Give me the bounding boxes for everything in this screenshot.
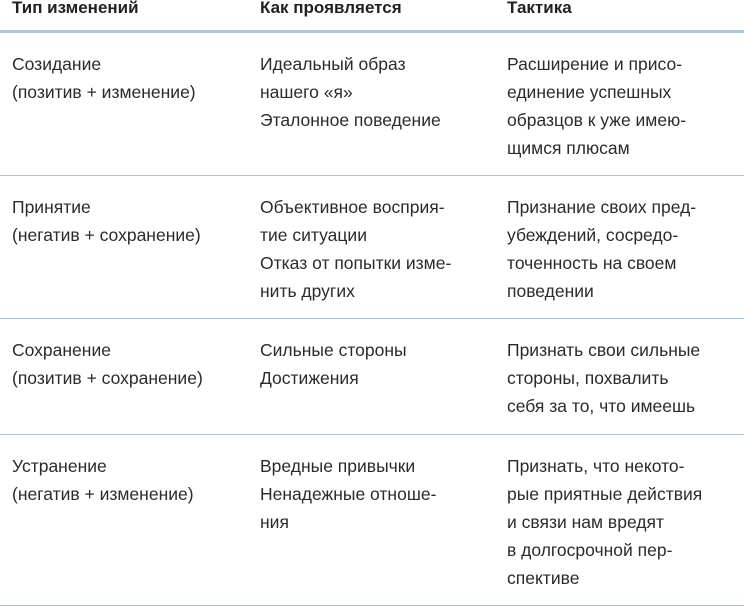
cell-manifest xyxy=(260,452,436,536)
cell-line: рые приятные действия xyxy=(507,484,703,504)
cell-type xyxy=(12,336,203,392)
cell-line: Идеальный образ xyxy=(260,54,406,74)
cell-line: Признание своих пред- xyxy=(507,197,697,217)
cell-line: образцов к уже имею- xyxy=(507,110,687,130)
cell-line: (негатив + сохранение) xyxy=(12,225,201,245)
cell-line: щимся плюсам xyxy=(507,138,630,158)
cell-line: Принятие xyxy=(12,197,91,217)
cell-line: тие ситуации xyxy=(260,225,367,245)
cell-line: (негатив + изменение) xyxy=(12,484,194,504)
cell-line: Ненадежные отноше- xyxy=(260,484,437,504)
cell-line: ния xyxy=(260,512,289,532)
table-row xyxy=(0,319,744,435)
cell-line: себя за то, что имеешь xyxy=(507,396,696,416)
cell-line: (позитив + сохранение) xyxy=(12,368,203,388)
cell-line: нить других xyxy=(260,281,355,301)
table-row xyxy=(0,33,744,176)
cell-line: убеждений, сосредо- xyxy=(507,225,679,245)
table-row xyxy=(0,176,744,319)
cell-line: Отказ от попытки изме- xyxy=(260,253,452,273)
header-how-it-manifests: Как проявляется xyxy=(260,0,402,17)
cell-line: в долгосрочной пер- xyxy=(507,540,673,560)
cell-manifest xyxy=(260,336,407,392)
cell-line: (позитив + изменение) xyxy=(12,82,196,102)
cell-line: Расширение и присо- xyxy=(507,54,683,74)
cell-line: Объективное восприя- xyxy=(260,197,445,217)
cell-line: Достижения xyxy=(260,368,359,388)
cell-line: Вредные привычки xyxy=(260,456,416,476)
cell-tactic xyxy=(507,193,696,305)
cell-line: Признать свои сильные xyxy=(507,340,701,360)
cell-manifest xyxy=(260,50,441,134)
cell-line: Эталонное поведение xyxy=(260,110,441,130)
table-header xyxy=(0,0,744,33)
cell-line: Сохранение xyxy=(12,340,111,360)
cell-line: единение успешных xyxy=(507,82,672,102)
cell-line: поведении xyxy=(507,281,594,301)
cell-tactic xyxy=(507,50,686,162)
cell-line: Устранение xyxy=(12,456,107,476)
cell-type xyxy=(12,193,201,249)
header-tactic: Тактика xyxy=(507,0,572,17)
cell-line: и связи нам вредят xyxy=(507,512,664,532)
cell-type xyxy=(12,452,194,508)
table-row xyxy=(0,435,744,606)
cell-manifest xyxy=(260,193,451,305)
cell-type xyxy=(12,50,196,106)
header-type-of-change: Тип изменений xyxy=(12,0,139,17)
cell-line: спективе xyxy=(507,568,580,588)
cell-line: точенность на своем xyxy=(507,253,677,273)
cell-tactic xyxy=(507,336,700,420)
cell-line: нашего «я» xyxy=(260,82,353,102)
cell-line: Признать, что некото- xyxy=(507,456,685,476)
cell-line: Сильные стороны xyxy=(260,340,407,360)
cell-tactic xyxy=(507,452,702,592)
cell-line: Созидание xyxy=(12,54,102,74)
cell-line: стороны, похвалить xyxy=(507,368,669,388)
